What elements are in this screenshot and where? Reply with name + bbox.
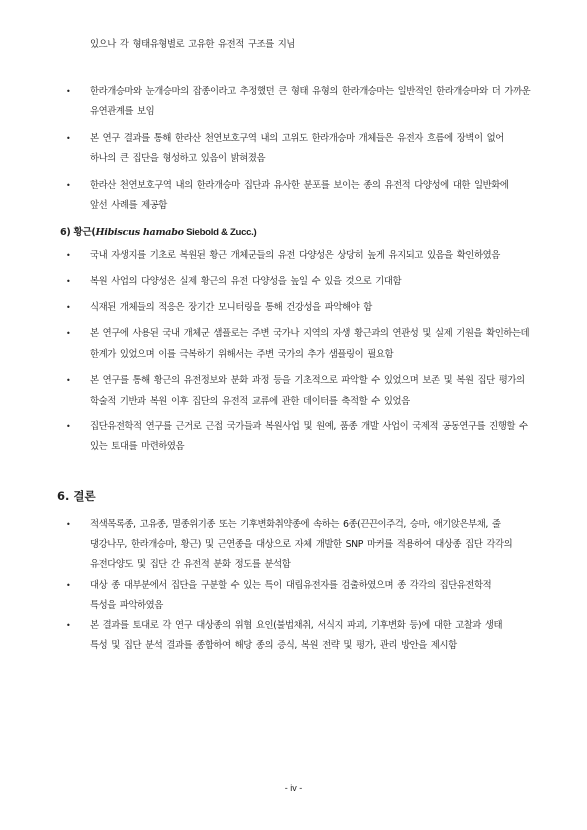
list-item-line: 한라개승마와 눈개승마의 잡종이라고 추정했던 큰 형태 유형의 한라개승마는 일반적인 한라개승마와 더 가까운 bbox=[90, 86, 531, 97]
list-item-line: 한라산 천연보호구역 내의 한라개승마 집단과 유사한 분포를 보이는 종의 유전적 다양성에 대한 일반화에 bbox=[90, 180, 509, 191]
bullet-icon: • bbox=[66, 422, 71, 431]
list-item-line: 본 연구에 사용된 국내 개체군 샘플로는 주변 국가나 지역의 자생 황근과의 연관성 및 실제 기원을 확인하는데 bbox=[90, 328, 530, 339]
list-item-line: 있는 토대를 마련하였음 bbox=[90, 441, 185, 452]
list-item-line: 유전다양도 및 집단 간 유전적 분화 정도를 분석함 bbox=[90, 559, 291, 570]
list-item-line: 한계가 있었으며 이를 극복하기 위해서는 주변 국가의 추가 샘플링이 필요함 bbox=[90, 349, 394, 360]
bullet-icon: • bbox=[66, 376, 71, 385]
bullet-icon: • bbox=[66, 277, 71, 286]
list-item-line: 본 연구를 통해 황근의 유전정보와 분화 과정 등을 기초적으로 파악할 수 있었으며 보존 및 복원 집단 평가의 bbox=[90, 375, 525, 386]
bullet-icon: • bbox=[66, 87, 71, 96]
list-item-line: 본 연구 결과를 통해 한라산 천연보호구역 내의 고위도 한라개승마 개체들은 유전자 흐름에 장벽이 없어 bbox=[90, 133, 504, 144]
list-item-line: 식재된 개체들의 적응은 장기간 모니터링을 통해 건강성을 파악해야 함 bbox=[90, 302, 372, 313]
section-heading: 6. 결론 bbox=[57, 489, 96, 503]
list-item-line: 적색목록종, 고유종, 멸종위기종 또는 기후변화취약종에 속하는 6종(끈끈이주걱, 승마, 애기앉은부채, 줄 bbox=[90, 519, 501, 530]
bullet-icon: • bbox=[66, 181, 71, 190]
list-item-line: 학술적 기반과 복원 이후 집단의 유전적 교류에 관한 데이터를 축적할 수 있었음 bbox=[90, 396, 410, 407]
list-item-line: 국내 자생지를 기초로 복원된 황근 개체군들의 유전 다양성은 상당히 높게 유지되고 있음을 확인하였음 bbox=[90, 250, 500, 261]
bullet-icon: • bbox=[66, 520, 71, 529]
scientific-name: Hibiscus hamabo bbox=[95, 227, 184, 238]
continuation-text: 있으나 각 형태유형별로 고유한 유전적 구조를 지님 bbox=[90, 39, 295, 50]
bullet-icon: • bbox=[66, 303, 71, 312]
list-item-line: 하나의 큰 집단을 형성하고 있음이 밝혀졌음 bbox=[90, 153, 266, 164]
list-item-line: 특성 및 집단 분석 결과를 종합하여 해당 종의 증식, 복원 전략 및 평가, 관리 방안을 제시함 bbox=[90, 640, 457, 651]
bullet-icon: • bbox=[66, 329, 71, 338]
list-item-line: 앞선 사례를 제공함 bbox=[90, 200, 167, 211]
page-number: - iv - bbox=[284, 783, 303, 793]
list-item-line: 유연관계를 보임 bbox=[90, 106, 155, 117]
subsection-heading bbox=[60, 227, 256, 239]
bullet-icon: • bbox=[66, 251, 71, 260]
bullet-icon: • bbox=[66, 621, 71, 630]
list-item-line: 특성을 파악하였음 bbox=[90, 600, 163, 611]
list-item-line: 복원 사업의 다양성은 실제 황근의 유전 다양성을 높일 수 있을 것으로 기대함 bbox=[90, 276, 402, 287]
list-item-line: 본 결과를 토대로 각 연구 대상종의 위협 요인(불법채취, 서식지 파괴, 기후변화 등)에 대한 고찰과 생태 bbox=[90, 620, 503, 631]
list-item-line: 대상 종 대부분에서 집단을 구분할 수 있는 특이 대립유전자를 검출하였으며 종 각각의 집단유전학적 bbox=[90, 580, 492, 591]
species-authority: Siebold & Zucc.) bbox=[183, 227, 257, 238]
list-item-line: 댕강나무, 한라개승마, 황근) 및 근연종을 대상으로 자체 개발한 SNP 마커를 적용하여 대상종 집단 각각의 bbox=[90, 539, 513, 550]
subsection-prefix: 6) 황근( bbox=[60, 227, 96, 238]
bullet-icon: • bbox=[66, 581, 71, 590]
list-item-line: 집단유전학적 연구를 근거로 근접 국가들과 복원사업 및 원예, 품종 개발 사업이 국제적 공동연구를 진행할 수 bbox=[90, 421, 528, 432]
bullet-icon: • bbox=[66, 134, 71, 143]
